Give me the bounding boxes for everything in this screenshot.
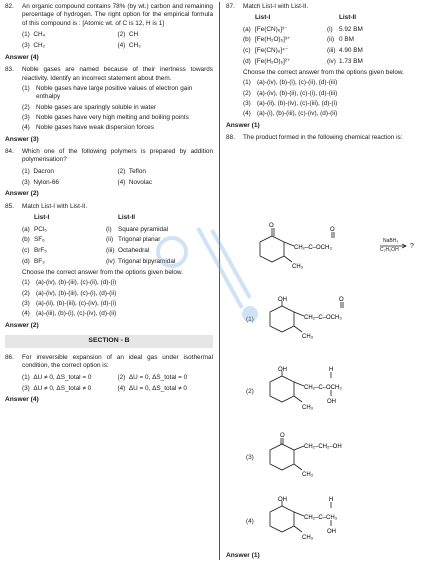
answer: Answer (2)	[5, 190, 39, 198]
svg-text:O: O	[330, 227, 335, 233]
svg-text:O: O	[269, 223, 274, 229]
option-4: (4) Noble gases have weak dispersion forces	[22, 124, 154, 132]
match-table	[5, 214, 213, 266]
match-row: (a) [Fe(CN)₆]³⁻ (i) 5.92 BM	[243, 25, 363, 33]
question-85	[5, 203, 213, 330]
match-row: (b) [Fe(H₂O)₆]³⁺ (ii) 0 BM	[243, 36, 354, 44]
options	[5, 31, 213, 51]
question-number: 88.	[226, 134, 235, 142]
question-number: 84.	[5, 148, 14, 156]
answer: Answer (3)	[5, 135, 39, 143]
option-3: (3) CH₂	[22, 42, 46, 50]
question-number: 86.	[5, 353, 14, 361]
question-text: Which one of the following polymers is prepared by addition polymerisation?	[22, 148, 213, 164]
option-2: (2) ΔU = 0, ΔS_total = 0	[117, 373, 188, 381]
svg-text:CH₃: CH₃	[302, 535, 314, 541]
option-4: (4) Novolac	[117, 179, 152, 187]
choose-instruction: Choose the correct answer from the options given below.	[243, 68, 404, 76]
question-text: The product formed in the following chemical reaction is:	[243, 134, 403, 142]
match-row: (d) [Fe(H₂O)₆]²⁺ (iv) 1.73 BM	[243, 58, 363, 66]
match-table	[226, 14, 434, 66]
reagent-top: NaBH₄	[383, 238, 399, 244]
option-2: (2) CH	[117, 30, 139, 38]
list-1-header: List-I	[34, 214, 50, 222]
option-3: (3) ΔU ≠ 0, ΔS_total ≠ 0	[22, 384, 92, 392]
match-row: (d) BF₃ (iv) Trigonal bipyramidal	[22, 258, 176, 266]
reactant-structure	[246, 223, 431, 281]
list-2-header: List-II	[339, 14, 357, 22]
right-column	[226, 3, 434, 145]
option-1: (1) Noble gases have large positive values of electron gain enthalpy	[22, 84, 193, 101]
question-text: Noble gases are named because of their inertness towards reactivity. Identify an incorrect statement about them.	[22, 66, 213, 82]
question-86	[5, 354, 213, 405]
option-4: (4) (a)-(i), (b)-(iii), (c)-(iv), (d)-(ii)	[243, 110, 338, 118]
svg-text:OH: OH	[327, 399, 336, 405]
answer: Answer (1)	[226, 552, 260, 559]
option-number: (1)	[246, 316, 254, 323]
svg-text:CH₂–C–CH₃: CH₂–C–CH₃	[304, 515, 338, 521]
reagent-bottom: C₂H₅OH	[380, 247, 399, 253]
options	[5, 85, 213, 133]
svg-text:H: H	[329, 367, 334, 373]
match-row: (c) BrF₅ (iii) Octahedral	[22, 247, 150, 255]
option-4: (4) (a)-(iii), (b)-(i), (c)-(iv), (d)-(ii)	[22, 310, 117, 318]
svg-text:OH: OH	[278, 367, 287, 373]
option-2: (2) (a)-(iv), (b)-(ii), (c)-(i), (d)-(iii)	[243, 89, 338, 97]
option-number: (3)	[246, 454, 254, 461]
svg-text:CH₂–C–OCH₃: CH₂–C–OCH₃	[304, 315, 342, 321]
column-divider	[219, 2, 220, 560]
option-number: (4)	[246, 518, 254, 525]
question-text: An organic compound contains 78% (by wt.) carbon and remaining percentage of hydrogen. The right option for the empirical formula of this compound is : [Atomic wt. of C is 12, H is 1]	[22, 3, 213, 27]
list-2-header: List-II	[118, 214, 136, 222]
option-3: (3) (a)-(ii), (b)-(iv), (c)-(iii), (d)-(i)	[243, 99, 338, 107]
options	[5, 168, 213, 188]
answer: Answer (2)	[5, 321, 39, 329]
option-number: (2)	[246, 388, 254, 395]
question-number: 83.	[5, 66, 14, 74]
options	[226, 79, 434, 118]
question-mark: ?	[410, 243, 414, 250]
svg-text:OH: OH	[327, 529, 336, 535]
option-2: (2) (a)-(iv), (b)-(iii), (c)-(i), (d)-(ii)	[22, 289, 117, 297]
option-1: (1) Dacron	[22, 167, 54, 175]
option-3: (3) (a)-(ii), (b)-(iii), (c)-(iv), (d)-(i)	[22, 299, 117, 307]
question-83	[5, 66, 213, 144]
svg-text:OH: OH	[278, 297, 287, 303]
question-number: 82.	[5, 3, 14, 10]
question-82	[5, 3, 213, 62]
option-3: (3) Noble gases have very high melting and boiling points	[22, 113, 189, 121]
svg-text:OH: OH	[278, 497, 287, 503]
answer: Answer (1)	[226, 121, 260, 129]
question-number: 87.	[226, 3, 235, 10]
option-2: (2) Teflon	[117, 167, 146, 175]
answer: Answer (4)	[5, 53, 39, 61]
svg-text:CH₃: CH₃	[302, 405, 314, 411]
question-number: 85.	[5, 202, 14, 210]
svg-text:CH₂–C–OCH₃: CH₂–C–OCH₃	[294, 245, 332, 251]
options	[5, 374, 213, 394]
question-88	[226, 134, 434, 142]
question-84	[5, 148, 213, 199]
left-column	[5, 3, 213, 409]
svg-text:O: O	[339, 297, 344, 303]
svg-text:CH₂–CH₂–OH: CH₂–CH₂–OH	[304, 444, 342, 450]
option-4: (4) ΔU = 0, ΔS_total ≠ 0	[117, 384, 187, 392]
match-row: (a) PCl₅ (i) Square pyramidal	[22, 225, 169, 233]
question-87	[226, 3, 434, 130]
svg-text:CH₃: CH₃	[292, 264, 304, 270]
question-text: Match List-I with List-II.	[243, 3, 309, 10]
options	[5, 279, 213, 318]
question-text: For irreversible expansion of an ideal gas under isothermal condition, the correct option is:	[22, 353, 213, 370]
option-1: (1) CH₄	[22, 30, 46, 38]
question-text: Match List-I with List-II.	[22, 202, 88, 210]
option-4: (4) CH₃	[117, 42, 141, 50]
option-3: (3) Nylon-66	[22, 179, 59, 187]
svg-text:O: O	[280, 433, 285, 439]
section-header: SECTION - B	[5, 335, 213, 348]
option-1: (1) ΔU ≠ 0, ΔS_total = 0	[22, 373, 92, 381]
option-1: (1) (a)-(iv), (b)-(i), (c)-(ii), (d)-(iii)	[243, 79, 338, 87]
option-1: (1) (a)-(iv), (b)-(iii), (c)-(ii), (d)-(i)	[22, 279, 117, 287]
svg-text:CH₂–C–OCH₃: CH₂–C–OCH₃	[304, 385, 342, 391]
list-1-header: List-I	[255, 14, 271, 22]
match-row: (c) [Fe(CN)₆]⁴⁻ (iii) 4.90 BM	[243, 47, 363, 55]
svg-text:CH₃: CH₃	[302, 334, 314, 340]
option-2: (2) Noble gases are sparingly soluble in water	[22, 103, 157, 111]
answer: Answer (4)	[5, 396, 39, 404]
svg-text:H: H	[329, 497, 334, 503]
match-row: (b) SF₆ (ii) Trigonal planar	[22, 236, 161, 244]
choose-instruction: Choose the correct answer from the options given below.	[22, 268, 183, 276]
svg-text:CH₃: CH₃	[302, 472, 314, 478]
